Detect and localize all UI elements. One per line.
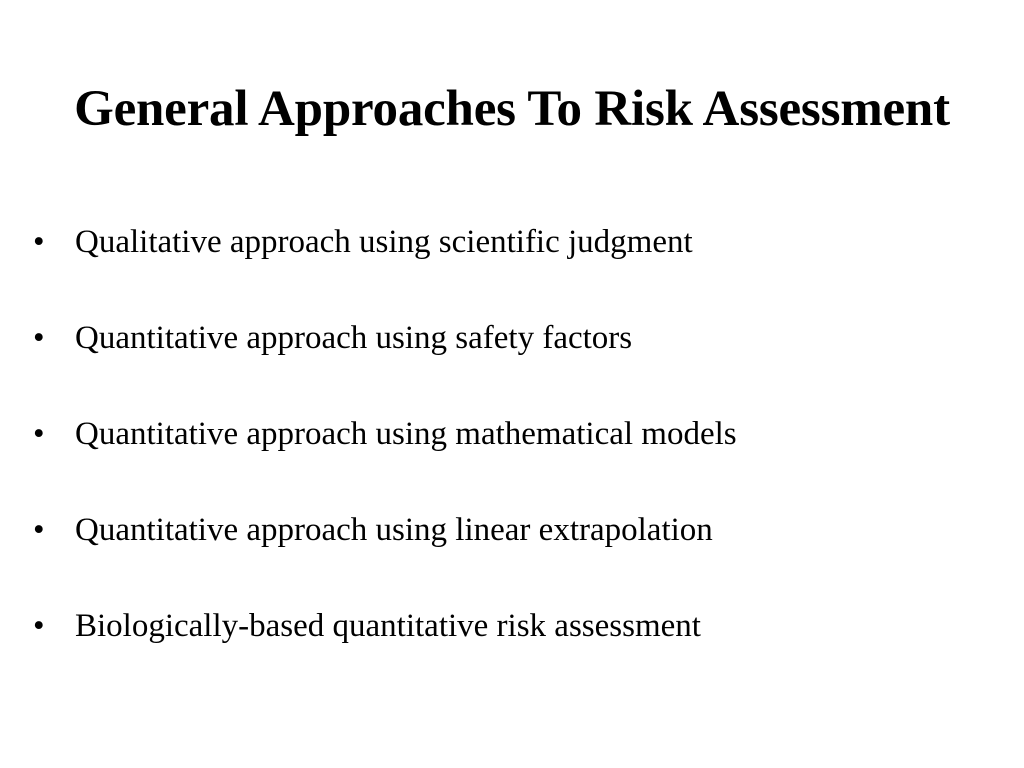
bullet-text: Biologically-based quantitative risk assessment — [75, 608, 701, 644]
bullet-icon: • — [33, 224, 45, 260]
bullet-icon: • — [33, 320, 45, 356]
bullet-text: Qualitative approach using scientific judgment — [75, 224, 693, 260]
bullet-text: Quantitative approach using linear extrapolation — [75, 512, 713, 548]
slide-title: General Approaches To Risk Assessment — [74, 81, 950, 137]
bullet-icon: • — [33, 608, 45, 644]
bullet-text: Quantitative approach using safety factors — [75, 320, 633, 356]
bullet-icon: • — [33, 512, 45, 548]
bullet-text: Quantitative approach using mathematical models — [75, 416, 737, 452]
bullet-icon: • — [33, 416, 45, 452]
